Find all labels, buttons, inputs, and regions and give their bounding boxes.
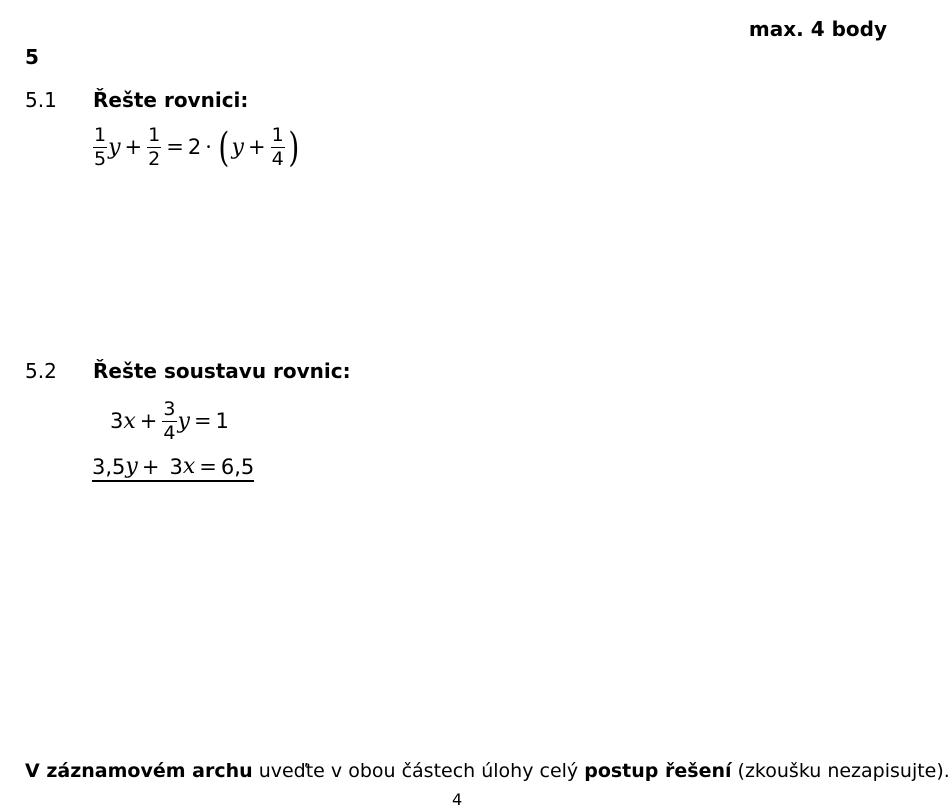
fraction-3-4 xyxy=(162,400,176,443)
plus-sign: + xyxy=(247,135,266,159)
variable-y: y xyxy=(231,134,244,160)
right-hand-side: 1 xyxy=(215,409,229,433)
page-number: 4 xyxy=(452,790,463,809)
fraction-denominator: 4 xyxy=(271,148,284,170)
equals-sign: = xyxy=(193,409,212,433)
equation-5-1 xyxy=(92,126,301,169)
fraction-1-4 xyxy=(271,126,285,169)
equals-sign: = xyxy=(199,454,217,479)
max-points: max. 4 body xyxy=(748,17,887,41)
answer-instruction xyxy=(25,760,950,782)
fraction-denominator: 5 xyxy=(94,148,107,170)
plus-sign: + xyxy=(124,135,143,159)
left-parenthesis: ( xyxy=(218,124,230,171)
coefficient: 2 xyxy=(187,135,202,159)
fraction-numerator: 1 xyxy=(94,124,107,146)
fraction-numerator: 1 xyxy=(271,124,284,146)
coefficient: 3 xyxy=(110,409,124,433)
fraction-1-2 xyxy=(147,126,161,169)
variable-x: x xyxy=(123,408,136,434)
system-equation-2 xyxy=(92,456,254,482)
fraction-numerator: 3 xyxy=(163,398,176,420)
variable-y: y xyxy=(177,408,190,434)
multiply-dot: · xyxy=(205,135,212,159)
fraction-1-5 xyxy=(93,126,107,169)
variable-x: x xyxy=(182,454,196,479)
system-equation-1 xyxy=(110,400,229,443)
subtask-title-5-1: Řešte rovnici: xyxy=(93,88,249,112)
coefficient: 3,5 xyxy=(92,454,126,479)
instruction-text-2: (zkoušku nezapisujte). xyxy=(731,760,950,782)
fraction-denominator: 4 xyxy=(163,422,176,444)
instruction-bold-1: V záznamovém archu xyxy=(25,760,253,782)
right-hand-side: 6,5 xyxy=(220,454,255,479)
subtask-number-5-2: 5.2 xyxy=(25,359,57,383)
plus-sign: + xyxy=(139,409,158,433)
instruction-text-1: uveďte v obou částech úlohy celý xyxy=(252,760,585,782)
variable-y: y xyxy=(125,454,138,479)
variable-y: y xyxy=(108,134,121,160)
instruction-bold-2: postup řešení xyxy=(584,760,732,782)
fraction-numerator: 1 xyxy=(148,124,161,146)
fraction-denominator: 2 xyxy=(148,148,161,170)
subtask-number-5-1: 5.1 xyxy=(25,88,57,112)
equals-sign: = xyxy=(166,135,184,159)
plus-sign: + xyxy=(141,454,160,479)
subtask-title-5-2: Řešte soustavu rovnic: xyxy=(93,359,351,383)
task-number: 5 xyxy=(25,45,39,69)
coefficient: 3 xyxy=(169,454,183,479)
right-parenthesis: ) xyxy=(287,124,299,171)
